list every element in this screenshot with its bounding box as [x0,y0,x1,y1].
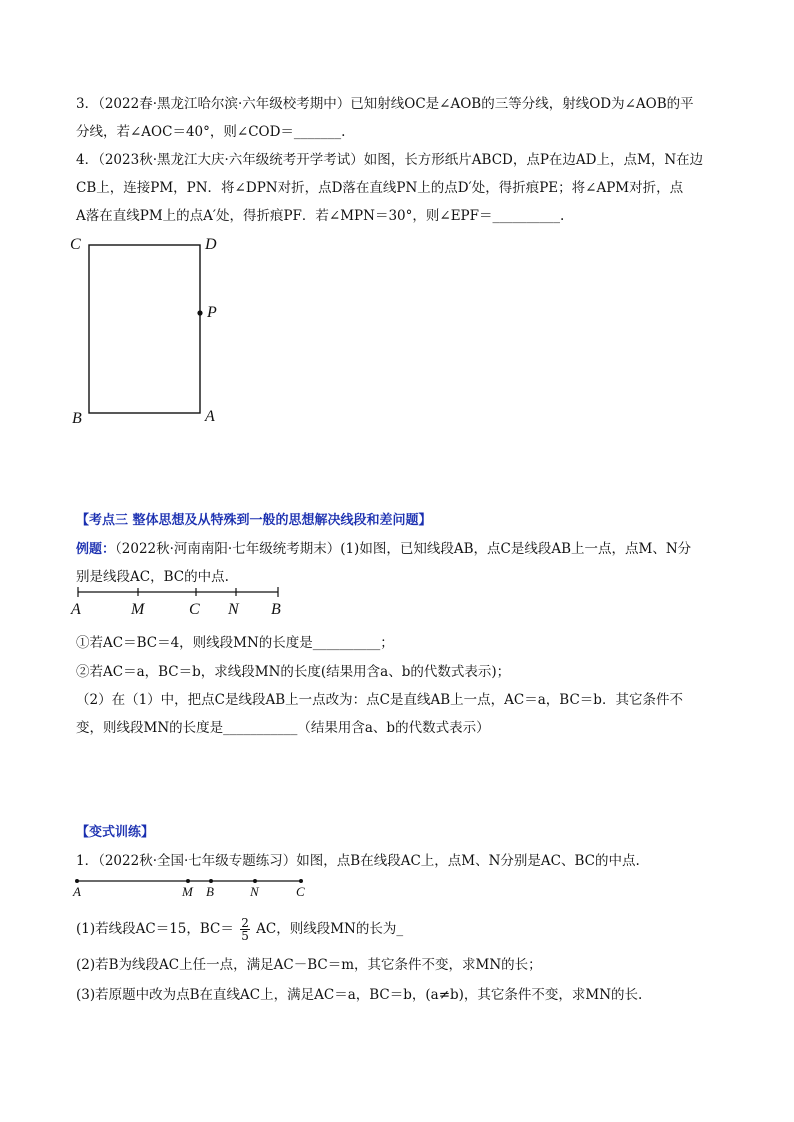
variant-item-1 [76,917,724,942]
q4-line-2: CB上，连接PM，PN．将∠DPN对折，点D落在直线PN上的点D′处，得折痕PE；将∠APM对折，点 [76,180,684,196]
dot-n [253,879,257,883]
sub-question-1: ①若AC＝BC＝4，则线段MN的长度是__________； [76,635,394,651]
fraction [240,917,250,942]
label-b: B [72,410,82,427]
seg-label-c: C [189,601,200,618]
variant-heading: 【变式训练】 [76,825,155,840]
example-label: 例题： [76,542,116,557]
dot-m [186,879,190,883]
dot-c [299,879,303,883]
label-a: A [205,408,215,425]
q4-line-1: 4．（2023秋·黑龙江大庆·六年级统考开学考试）如图，长方形纸片ABCD，点P在边AD上，点M，N在边 [76,152,704,168]
part2-line-2: 变，则线段MN的长度是___________（结果用含a、b的代数式表示） [76,720,490,736]
item1-post: AC，则线段MN的长为_ [256,921,404,937]
rectangle-abcd [89,245,200,413]
fraction-denominator: 5 [241,929,249,943]
var-label-a: A [73,884,81,899]
seg-label-n: N [228,601,239,618]
point-p [197,310,202,315]
var-label-m: M [182,884,193,899]
sub-question-2: ②若AC＝a，BC＝b，求线段MN的长度(结果用含a、b的代数式表示)； [76,664,511,680]
label-p: P [207,304,217,321]
q3-line-1: 3．（2022春·黑龙江哈尔滨·六年级校考期中）已知射线OC是∠AOB的三等分线，射线OD为∠AOB的平 [76,96,694,112]
label-c: C [70,236,81,253]
seg-label-a: A [71,601,81,618]
variant-item-2: (2)若B为线段AC上任一点，满足AC－BC＝m，其它条件不变，求MN的长； [76,957,542,973]
variant-q1-line-1: 1．（2022秋·全国·七年级专题练习）如图，点B在线段AC上，点M、N分别是AC、BC的中点. [76,853,640,869]
part2-line-1: （2）在（1）中，把点C是线段AB上一点改为：点C是直线AB上一点，AC＝a，BC＝b．其它条件不 [76,692,683,708]
fraction-numerator: 2 [241,916,249,930]
q3-line-2: 分线，若∠AOC＝40°，则∠COD＝_______. [76,124,346,140]
seg-label-m: M [131,601,145,618]
seg-label-b: B [271,601,281,618]
dot-a [75,879,79,883]
q4-line-3: A落在直线PM上的点A′处，得折痕PF．若∠MPN＝30°，则∠EPF＝__________. [76,208,565,224]
item1-pre: (1)若线段AC＝15，BC＝ [76,921,234,937]
variant-item-3: (3)若原题中改为点B在直线AC上，满足AC＝a，BC＝b，(a≠b)，其它条件不变，求MN的长. [76,987,643,1003]
var-label-n: N [250,884,259,899]
example-line-2: 别是线段AC，BC的中点. [76,569,229,585]
section-3-heading: 【考点三 整体思想及从特殊到一般的思想解决线段和差问题】 [76,513,432,528]
dot-b [209,879,213,883]
label-d: D [205,236,217,253]
var-label-c: C [296,884,305,899]
example-text-1: （2022秋·河南南阳·七年级统考期末）(1)如图，已知线段AB，点C是线段AB上一点，点M、N分 [115,541,692,557]
example-line-1 [76,539,724,560]
var-label-b: B [206,884,214,899]
